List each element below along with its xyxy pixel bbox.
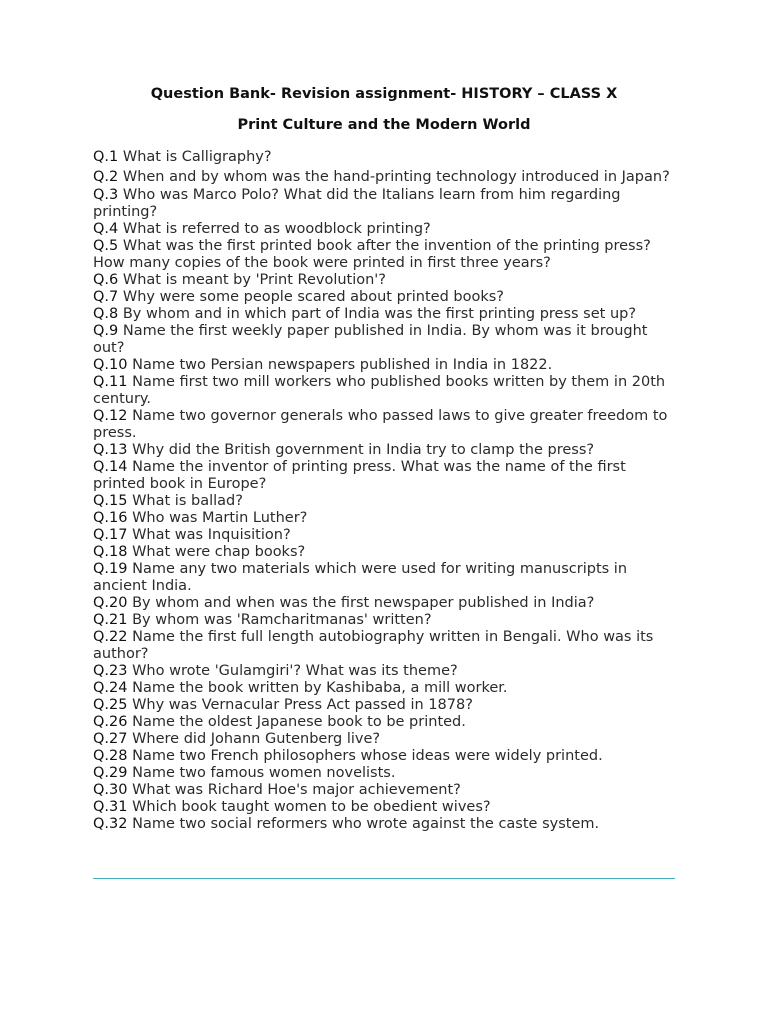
question-number: Q.26: [93, 714, 128, 730]
question-number: Q.9: [93, 323, 119, 339]
question-number: Q.16: [93, 510, 128, 526]
question-text: Name the book written by Kashibaba, a mill worker.: [127, 680, 508, 696]
question-number: Q.28: [93, 748, 128, 764]
question-item: [93, 527, 678, 544]
question-text: Why did the British government in India try to clamp the press?: [127, 442, 595, 458]
question-number: Q.6: [93, 272, 119, 288]
question-number: Q.14: [93, 459, 128, 475]
question-number: Q.31: [93, 799, 128, 815]
question-text: Why was Vernacular Press Act passed in 1878?: [127, 697, 473, 713]
question-number: Q.13: [93, 442, 128, 458]
question-number: Q.8: [93, 306, 119, 322]
question-item: [93, 595, 678, 612]
question-number: Q.7: [93, 289, 119, 305]
question-item: [93, 374, 678, 408]
question-text: What were chap books?: [127, 544, 306, 560]
question-item: [93, 544, 678, 561]
question-text: Name first two mill workers who published books written by them in 20th century.: [93, 374, 666, 407]
question-number: Q.25: [93, 697, 128, 713]
question-number: Q.18: [93, 544, 128, 560]
question-item: [93, 782, 678, 799]
question-number: Q.1: [93, 149, 119, 165]
question-item: [93, 765, 678, 782]
question-item: [93, 169, 678, 186]
question-item: [93, 629, 678, 663]
question-number: Q.23: [93, 663, 128, 679]
question-number: Q.2: [93, 169, 119, 185]
question-text: Who wrote 'Gulamgiri'? What was its theme?: [127, 663, 458, 679]
question-text: Name the inventor of printing press. What was the name of the first printed book in Europe?: [93, 459, 626, 492]
question-number: Q.11: [93, 374, 128, 390]
question-item: [93, 323, 678, 357]
question-number: Q.24: [93, 680, 128, 696]
question-text: What was Inquisition?: [127, 527, 291, 543]
question-item: [93, 816, 678, 833]
question-number: Q.10: [93, 357, 128, 373]
question-text: What was Richard Hoe's major achievement?: [127, 782, 461, 798]
question-text: What is ballad?: [127, 493, 243, 509]
question-text: What is Calligraphy?: [118, 149, 272, 165]
question-text: Name any two materials which were used for writing manuscripts in ancient India.: [93, 561, 628, 594]
question-item: [93, 272, 678, 289]
question-number: Q.3: [93, 187, 119, 203]
question-text: Where did Johann Gutenberg live?: [127, 731, 381, 747]
page-title: Question Bank- Revision assignment- HISTORY – CLASS X: [150, 86, 618, 102]
horizontal-rule: [93, 878, 675, 879]
question-text: Name the first full length autobiography written in Bengali. Who was its author?: [93, 629, 654, 662]
question-number: Q.29: [93, 765, 128, 781]
question-text: What is referred to as woodblock printing?: [118, 221, 431, 237]
question-item: [93, 442, 678, 459]
question-text: Name the oldest Japanese book to be printed.: [127, 714, 466, 730]
question-text: Name two Persian newspapers published in India in 1822.: [127, 357, 553, 373]
question-text: Why were some people scared about printed books?: [118, 289, 505, 305]
question-text: Who was Marco Polo? What did the Italians learn from him regarding printing?: [93, 187, 621, 220]
question-text: Who was Martin Luther?: [127, 510, 308, 526]
question-item: [93, 561, 678, 595]
question-text: Name the first weekly paper published in India. By whom was it brought out?: [93, 323, 648, 356]
question-item: [93, 663, 678, 680]
question-item: [93, 306, 678, 323]
question-item: [93, 459, 678, 493]
question-number: Q.30: [93, 782, 128, 798]
question-number: Q.15: [93, 493, 128, 509]
question-item: [93, 714, 678, 731]
question-item: [93, 748, 678, 765]
question-item: [93, 408, 678, 442]
question-item: [93, 289, 678, 306]
question-item: [93, 680, 678, 697]
question-item: [93, 799, 678, 816]
question-text: Name two French philosophers whose ideas were widely printed.: [127, 748, 603, 764]
question-item: [93, 187, 678, 221]
question-number: Q.19: [93, 561, 128, 577]
question-text: By whom and in which part of India was the first printing press set up?: [118, 306, 637, 322]
question-text: Which book taught women to be obedient wives?: [127, 799, 491, 815]
question-text: What is meant by 'Print Revolution'?: [118, 272, 386, 288]
question-text: Name two social reformers who wrote against the caste system.: [127, 816, 600, 832]
question-item: [93, 221, 678, 238]
question-item: [93, 731, 678, 748]
question-item: [93, 357, 678, 374]
question-text: When and by whom was the hand-printing technology introduced in Japan?: [118, 169, 670, 185]
question-item: [93, 697, 678, 714]
question-text: By whom and when was the first newspaper published in India?: [127, 595, 595, 611]
question-item: [93, 612, 678, 629]
page-subtitle: Print Culture and the Modern World: [237, 117, 531, 133]
question-text: By whom was 'Ramcharitmanas' written?: [127, 612, 432, 628]
question-item: [93, 238, 678, 272]
question-number: Q.5: [93, 238, 119, 254]
question-list: [93, 149, 678, 833]
question-number: Q.17: [93, 527, 128, 543]
question-text: What was the first printed book after the invention of the printing press? How many copies of the book were printed in first three years?: [93, 238, 651, 271]
question-number: Q.32: [93, 816, 128, 832]
question-number: Q.4: [93, 221, 119, 237]
question-text: Name two governor generals who passed laws to give greater freedom to press.: [93, 408, 668, 441]
question-number: Q.20: [93, 595, 128, 611]
question-number: Q.12: [93, 408, 128, 424]
question-item: [93, 493, 678, 510]
question-number: Q.21: [93, 612, 128, 628]
question-number: Q.27: [93, 731, 128, 747]
question-text: Name two famous women novelists.: [127, 765, 396, 781]
question-item: [93, 510, 678, 527]
question-item: [93, 149, 678, 166]
question-number: Q.22: [93, 629, 128, 645]
